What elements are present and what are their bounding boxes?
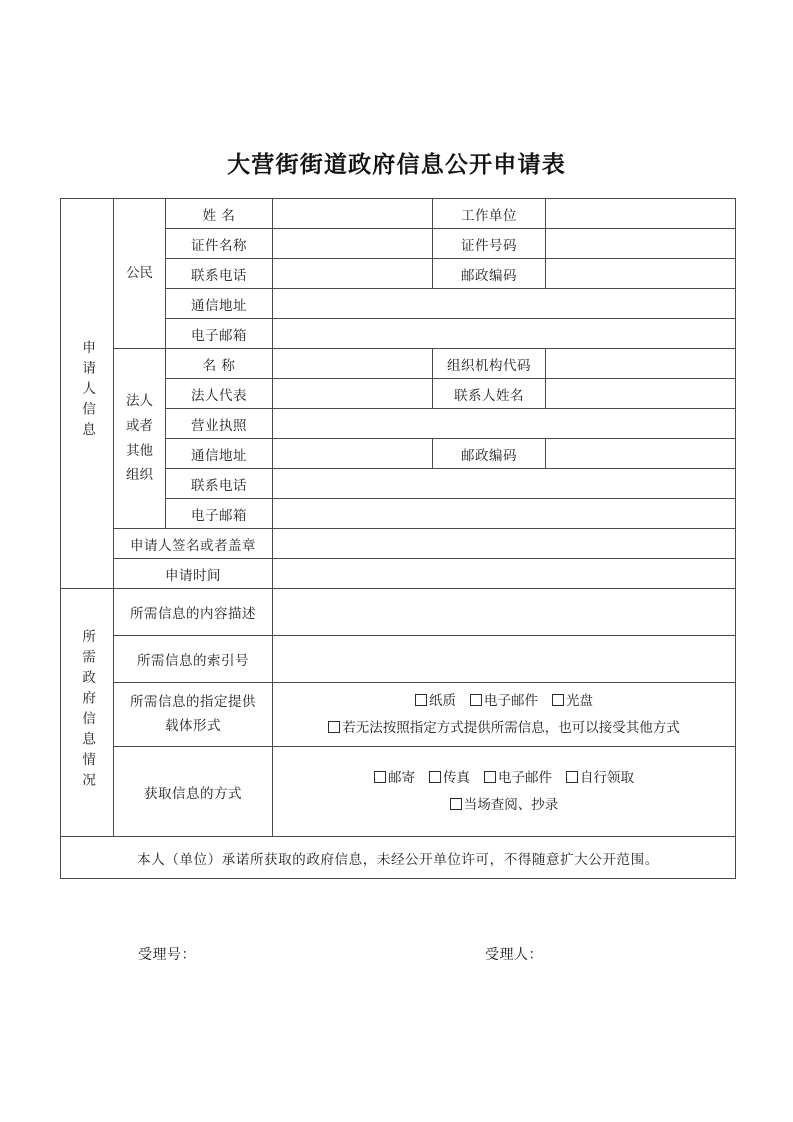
label-org-email: 电子邮箱 [166, 499, 273, 529]
label-citizen-idnumber: 证件号码 [433, 229, 546, 259]
option-post-mail-label: 邮寄 [388, 770, 415, 787]
option-email-label: 电子邮件 [484, 693, 538, 710]
label-carrier-form [114, 683, 273, 747]
field-org-address[interactable] [273, 439, 433, 469]
label-carrier-form-line1: 所需信息的指定提供 [130, 693, 256, 710]
label-org-phone: 联系电话 [166, 469, 273, 499]
organization-vertical-label [114, 349, 166, 529]
citizen-vertical-label [114, 199, 166, 349]
label-signature: 申请人签名或者盖章 [114, 529, 273, 559]
option-fax-label: 传真 [443, 770, 470, 787]
option-accept-alternative-label: 若无法按照指定方式提供所需信息，也可以接受其他方式 [342, 719, 680, 736]
label-delivery-method: 获取信息的方式 [114, 747, 273, 837]
option-self-pickup-label: 自行领取 [580, 770, 634, 787]
label-citizen-name: 姓 名 [166, 199, 273, 229]
checkbox-accept-alternative[interactable] [328, 721, 340, 733]
label-application-date: 申请时间 [114, 559, 273, 589]
field-citizen-phone[interactable] [273, 259, 433, 289]
carrier-form-options-line2 [273, 715, 735, 741]
label-org-address: 通信地址 [166, 439, 273, 469]
delivery-method-options-line1 [273, 765, 735, 791]
checkbox-self-pickup[interactable] [566, 771, 578, 783]
field-org-license[interactable] [273, 409, 736, 439]
label-org-contactname: 联系人姓名 [433, 379, 546, 409]
carrier-form-options [273, 683, 736, 747]
table-row [61, 747, 736, 837]
application-form-table [60, 198, 736, 879]
checkbox-paper[interactable] [415, 694, 427, 706]
applicant-info-label-text: 申请人信息 [79, 340, 96, 443]
table-row [61, 349, 736, 379]
label-carrier-form-line2: 载体形式 [165, 717, 221, 734]
table-row [61, 636, 736, 683]
organization-label-line-1: 法人 [126, 392, 153, 409]
label-citizen-address: 通信地址 [166, 289, 273, 319]
option-delivery-email-label: 电子邮件 [498, 770, 552, 787]
table-row [61, 589, 736, 636]
checkbox-cd[interactable] [552, 694, 564, 706]
commitment-statement: 本人（单位）承诺所获取的政府信息，未经公开单位许可，不得随意扩大公开范围。 [61, 837, 736, 879]
field-citizen-idtype[interactable] [273, 229, 433, 259]
field-org-contactname[interactable] [546, 379, 736, 409]
field-org-name[interactable] [273, 349, 433, 379]
option-onsite-review-label: 当场查阅、抄录 [463, 796, 559, 813]
table-row [61, 199, 736, 229]
field-citizen-idnumber[interactable] [546, 229, 736, 259]
label-org-name: 名 称 [166, 349, 273, 379]
table-row [61, 559, 736, 589]
requested-info-vertical-label [61, 589, 114, 837]
field-citizen-name[interactable] [273, 199, 433, 229]
label-citizen-postcode: 邮政编码 [433, 259, 546, 289]
label-info-description: 所需信息的内容描述 [114, 589, 273, 636]
label-citizen-phone: 联系电话 [166, 259, 273, 289]
field-application-date[interactable] [273, 559, 736, 589]
field-org-code[interactable] [546, 349, 736, 379]
handler-label: 受理人： [485, 947, 543, 963]
field-citizen-postcode[interactable] [546, 259, 736, 289]
field-signature[interactable] [273, 529, 736, 559]
table-row [61, 837, 736, 879]
field-info-description[interactable] [273, 589, 736, 636]
field-org-legalrep[interactable] [273, 379, 433, 409]
footer [60, 944, 735, 968]
checkbox-fax[interactable] [429, 771, 441, 783]
organization-label-line-4: 组织 [126, 467, 153, 484]
case-number-label: 受理号： [138, 947, 196, 963]
option-paper-label: 纸质 [429, 693, 456, 710]
field-citizen-address[interactable] [273, 289, 736, 319]
option-cd-label: 光盘 [566, 693, 593, 710]
field-info-index-number[interactable] [273, 636, 736, 683]
requested-info-label-text: 所需政府信息情况 [79, 628, 96, 793]
label-org-legalrep: 法人代表 [166, 379, 273, 409]
organization-label-line-2: 或者 [126, 417, 153, 434]
citizen-label-text: 公民 [126, 265, 153, 282]
checkbox-post-mail[interactable] [374, 771, 386, 783]
field-org-phone[interactable] [273, 469, 736, 499]
carrier-form-options-line1 [273, 688, 735, 714]
table-row [61, 529, 736, 559]
table-row [61, 683, 736, 747]
page-title: 大营街街道政府信息公开申请表 [227, 151, 566, 178]
label-org-postcode: 邮政编码 [433, 439, 546, 469]
field-org-email[interactable] [273, 499, 736, 529]
field-org-postcode[interactable] [546, 439, 736, 469]
checkbox-email[interactable] [470, 694, 482, 706]
field-citizen-workunit[interactable] [546, 199, 736, 229]
applicant-info-vertical-label [61, 199, 114, 589]
field-citizen-email[interactable] [273, 319, 736, 349]
label-org-license: 营业执照 [166, 409, 273, 439]
label-citizen-email: 电子邮箱 [166, 319, 273, 349]
delivery-method-options-line2 [273, 792, 735, 818]
label-info-index-number: 所需信息的索引号 [114, 636, 273, 683]
checkbox-delivery-email[interactable] [484, 771, 496, 783]
organization-label-line-3: 其他 [126, 442, 153, 459]
checkbox-onsite-review[interactable] [450, 798, 462, 810]
label-citizen-workunit: 工作单位 [433, 199, 546, 229]
delivery-method-options [273, 747, 736, 837]
label-citizen-idtype: 证件名称 [166, 229, 273, 259]
label-org-code: 组织机构代码 [433, 349, 546, 379]
